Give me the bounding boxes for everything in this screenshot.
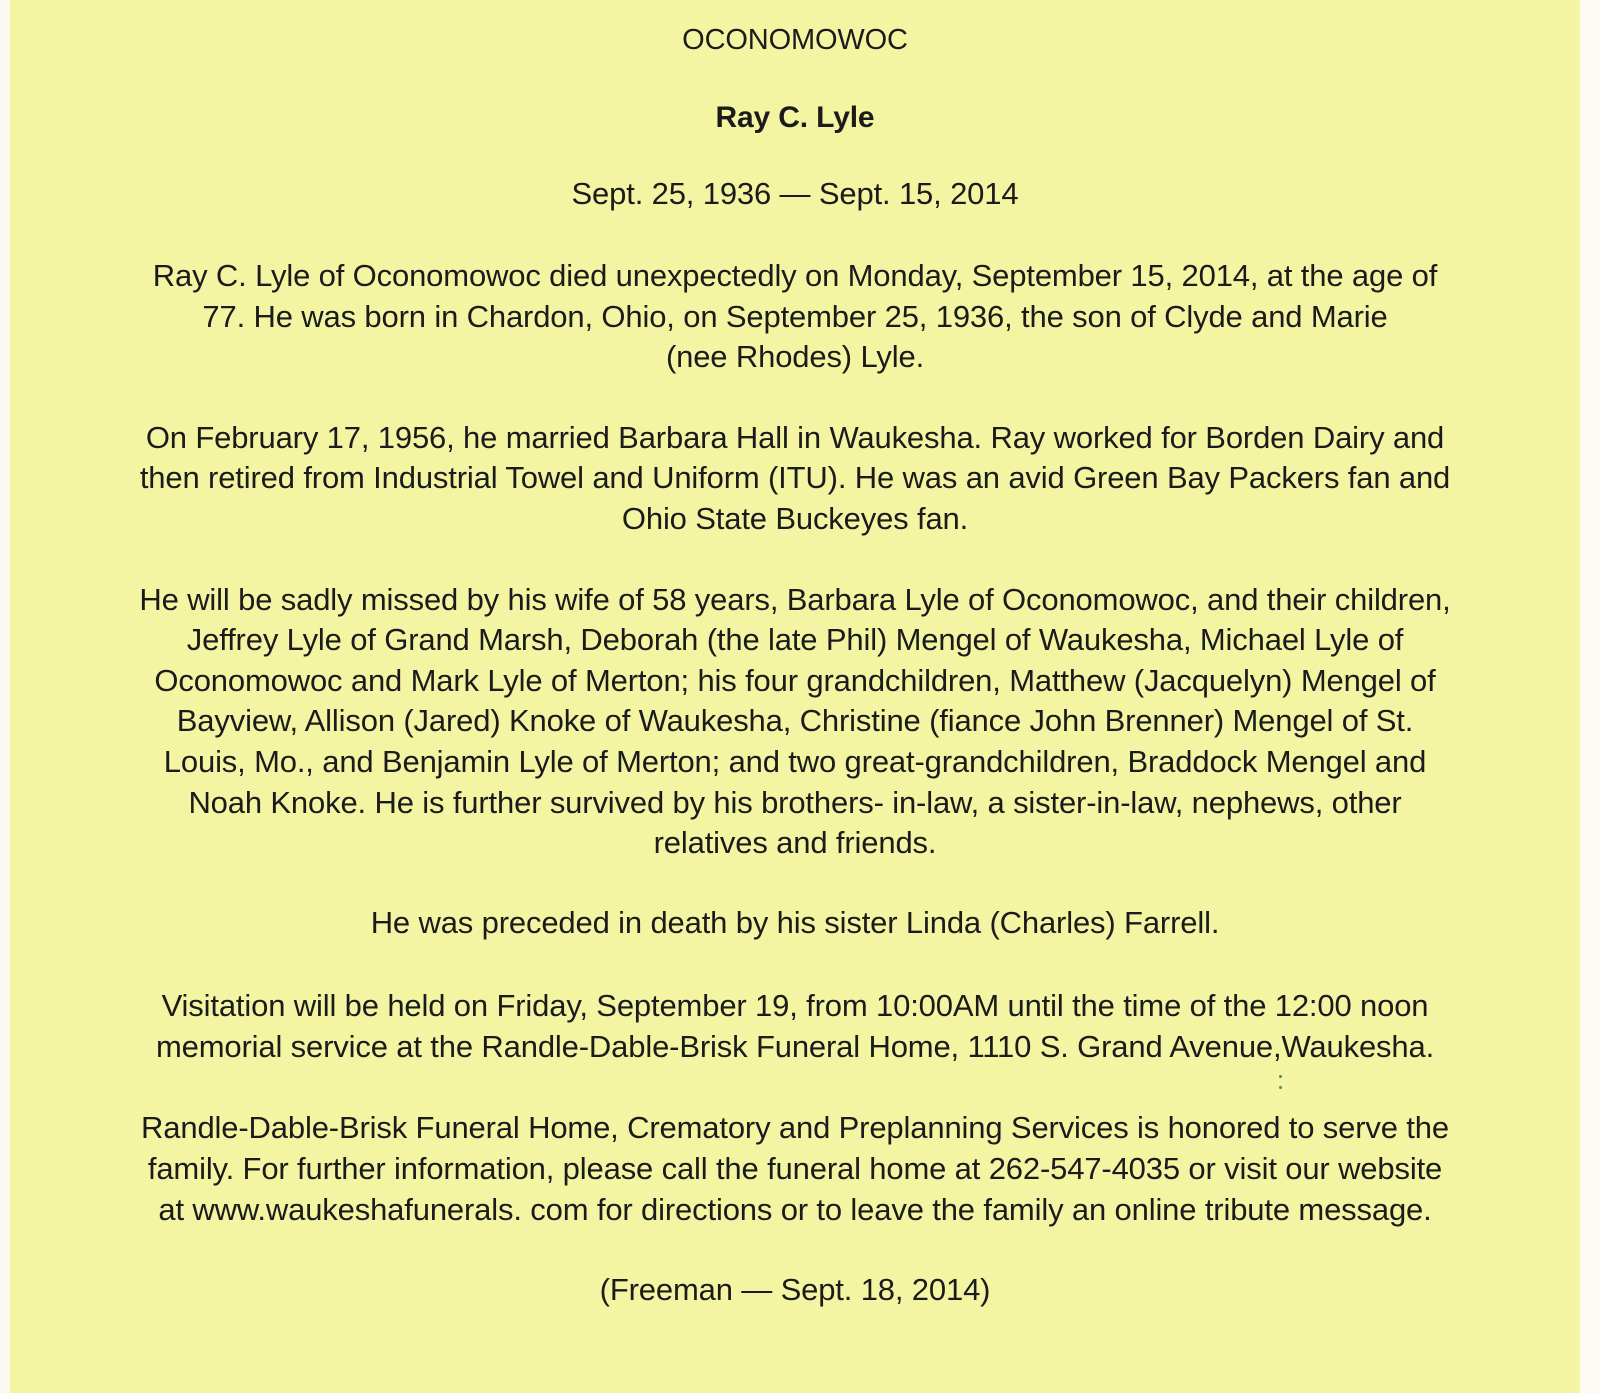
- text-line: Visitation will be held on Friday, September 19, from 10:00AM until the time of the 12:00 noon: [161, 988, 1429, 1023]
- text-line: He will be sadly missed by his wife of 58 years, Barbara Lyle of Oconomowoc, and their children,: [139, 582, 1451, 617]
- lifespan: Sept. 25, 1936 — Sept. 15, 2014: [571, 176, 1019, 211]
- text-line: Louis, Mo., and Benjamin Lyle of Merton; and two great-grandchildren, Braddock Mengel and: [163, 744, 1427, 779]
- text-line: Noah Knoke. He is further survived by his brothers- in-law, a sister-in-law, nephews, other: [188, 785, 1402, 820]
- text-line: On February 17, 1956, he married Barbara Hall in Waukesha. Ray worked for Borden Dairy and: [145, 420, 1445, 455]
- text-line: He was preceded in death by his sister Linda (Charles) Farrell.: [370, 905, 1220, 940]
- text-line: family. For further information, please call the funeral home at 262-547-4035 or visit our website: [147, 1151, 1443, 1186]
- scan-speck: [1279, 1086, 1282, 1089]
- scan-speck: [1279, 1075, 1282, 1078]
- text-line: then retired from Industrial Towel and Uniform (ITU). He was an avid Green Bay Packers fan and: [139, 460, 1451, 495]
- obituary-page: [10, 0, 1580, 1393]
- text-line: Ray C. Lyle of Oconomowoc died unexpectedly on Monday, September 15, 2014, at the age of: [152, 258, 1438, 293]
- source-citation: (Freeman — Sept. 18, 2014): [599, 1272, 991, 1307]
- dateline: OCONOMOWOC: [682, 24, 908, 56]
- text-line: Bayview, Allison (Jared) Knoke of Waukesha, Christine (fiance John Brenner) Mengel of St.: [176, 703, 1414, 738]
- text-line: relatives and friends.: [653, 825, 937, 860]
- text-line: Oconomowoc and Mark Lyle of Merton; his four grandchildren, Matthew (Jacquelyn) Mengel of: [154, 663, 1436, 698]
- text-line: memorial service at the Randle-Dable-Brisk Funeral Home, 1110 S. Grand Avenue,Waukesha.: [155, 1029, 1435, 1064]
- obituary-name: Ray C. Lyle: [715, 101, 875, 134]
- scan-right-edge: [1580, 0, 1600, 1393]
- scan-left-margin: [0, 0, 10, 1393]
- text-line: (nee Rhodes) Lyle.: [665, 339, 925, 374]
- text-line: Randle-Dable-Brisk Funeral Home, Crematory and Preplanning Services is honored to serve the: [141, 1110, 1449, 1145]
- text-line: Ohio State Buckeyes fan.: [621, 501, 969, 536]
- text-line: Jeffrey Lyle of Grand Marsh, Deborah (the late Phil) Mengel of Waukesha, Michael Lyle of: [186, 622, 1404, 657]
- text-line: 77. He was born in Chardon, Ohio, on September 25, 1936, the son of Clyde and Marie: [202, 299, 1388, 334]
- text-line: at www.waukeshafunerals. com for directions or to leave the family an online tribute message.: [158, 1192, 1432, 1227]
